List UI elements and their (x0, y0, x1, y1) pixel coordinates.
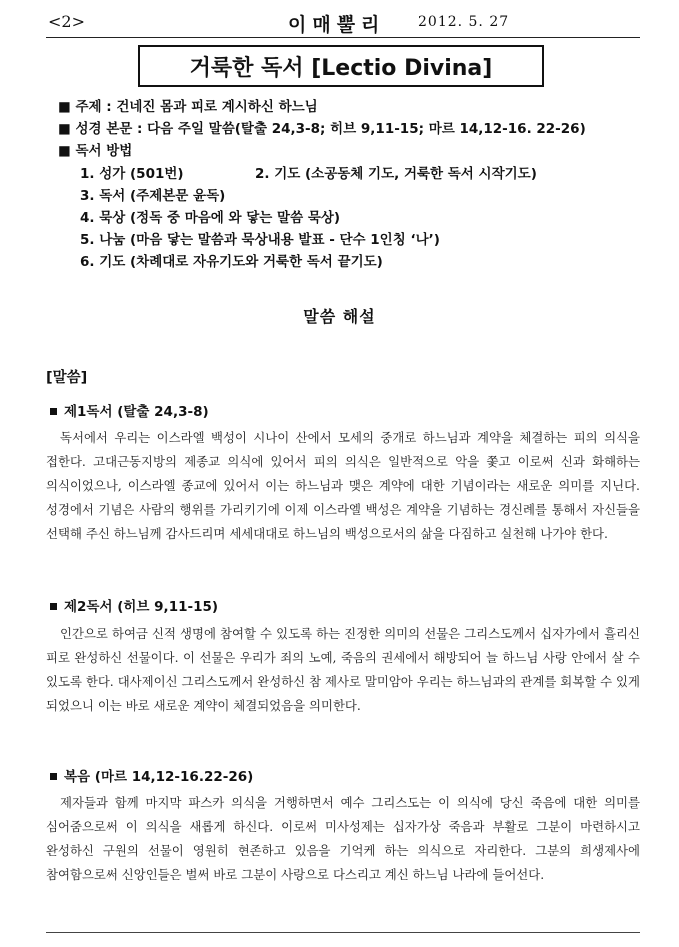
method-line: ■ 독서 방법 (58, 143, 133, 159)
step-4: 4. 묵상 (정독 중 마음에 와 닿는 말씀 묵상) (80, 210, 341, 226)
info-section (58, 96, 648, 162)
reading-1-heading (50, 400, 209, 420)
reading-method-steps (80, 163, 537, 273)
header-rule (46, 37, 640, 38)
reading-2-text: 인간으로 하여금 신적 생명에 참여할 수 있도록 하는 진정한 의미의 선물은 그리스도께서 십자가에서 흘리신 피로 완성하신 선물이다. 이 선물은 우리가 죄의 노예, 죽음의 권세에서 해방되어 늘 하느님 사랑 안에서 살 수 있도록 한다. 대사제이신 그리스도께서 완성하신 참 제사로 말미암아 우리는 하느님과의 관계를 회복할 수 있게 되었으니 이는 바로 새로운 계약이 체결되었음을 의미한다. (46, 626, 640, 713)
reading-1-text: 독서에서 우리는 이스라엘 백성이 시나이 산에서 모세의 중개로 하느님과 계약을 체결하는 피의 의식을 접한다. 고대근동지방의 제종교 의식에 있어서 피의 의식은 일반적으로 악을 쫓고 이로써 신과 화해하는 의식이었으나, 이스라엘 종교에 있어서 이는 하느님과 맺은 계약에 대한 기념이라는 새로운 의미를 지닌다. 성경에서 기념은 사람의 행위를 가리키기에 이제 이스라엘 백성은 계약을 기념하는 경신례를 통해서 자신들을 선택해 주신 하느님께 감사드리며 세세대대로 하느님의 백성으로서의 삶을 다짐하고 실천해 나가야 한다. (46, 430, 640, 541)
issue-date: 2012. 5. 27 (418, 14, 510, 30)
gospel-title: 복음 (마르 14,12-16.22-26) (64, 769, 254, 785)
reading-2-heading (50, 595, 218, 615)
gospel-heading (50, 765, 253, 785)
step-1: 1. 성가 (501번) (80, 166, 184, 182)
main-title-box (138, 45, 544, 87)
step-2: 2. 기도 (소공동체 기도, 거룩한 독서 시작기도) (255, 166, 537, 182)
word-label: [말씀] (46, 370, 88, 386)
step-5: 5. 나눔 (마음 닿는 말씀과 묵상내용 발표 - 단수 1인칭 ‘나’) (80, 232, 440, 248)
page-header (48, 10, 638, 36)
main-title: 거룩한 독서 [Lectio Divina] (189, 55, 493, 81)
reading-2-title: 제2독서 (히브 9,11-15) (64, 599, 219, 615)
theme-line: ■ 주제 : 건네진 몸과 피로 계시하신 하느님 (58, 99, 318, 115)
step-6: 6. 기도 (차례대로 자유기도와 거룩한 독서 끝기도) (80, 254, 383, 270)
square-bullet-icon (50, 408, 57, 415)
square-bullet-icon (50, 773, 57, 780)
square-bullet-icon (50, 603, 57, 610)
footer-rule (46, 932, 640, 933)
section-title: 말씀 해설 (303, 307, 376, 326)
reading-1-title: 제1독서 (탈출 24,3-8) (64, 404, 209, 420)
step-row-1 (80, 163, 537, 185)
gospel-text: 제자들과 함께 마지막 파스카 의식을 거행하면서 예수 그리스도는 이 의식에 당신 죽음에 대한 의미를 심어줌으로써 이 의식을 새롭게 하신다. 이로써 미사성제는 십자가상 죽음과 부활로 그분이 마련하시고 완성하신 구원의 선물이 영원히 현존하고 있음을 기억케 하는 의식으로 자리한다. 그분의 희생제사에 참여함으로써 신앙인들은 벌써 바로 그분이 사랑으로 다스리고 계신 하느님 나라에 들어선다. (46, 795, 640, 882)
page-number: <2> (48, 12, 85, 31)
newsletter-title: 이매뿔리 (288, 14, 386, 36)
scripture-line: ■ 성경 본문 : 다음 주일 말씀(탈출 24,3-8; 히브 9,11-15; 마르 14,12-16. 22-26) (58, 121, 586, 137)
step-3: 3. 독서 (주제본문 윤독) (80, 188, 226, 204)
